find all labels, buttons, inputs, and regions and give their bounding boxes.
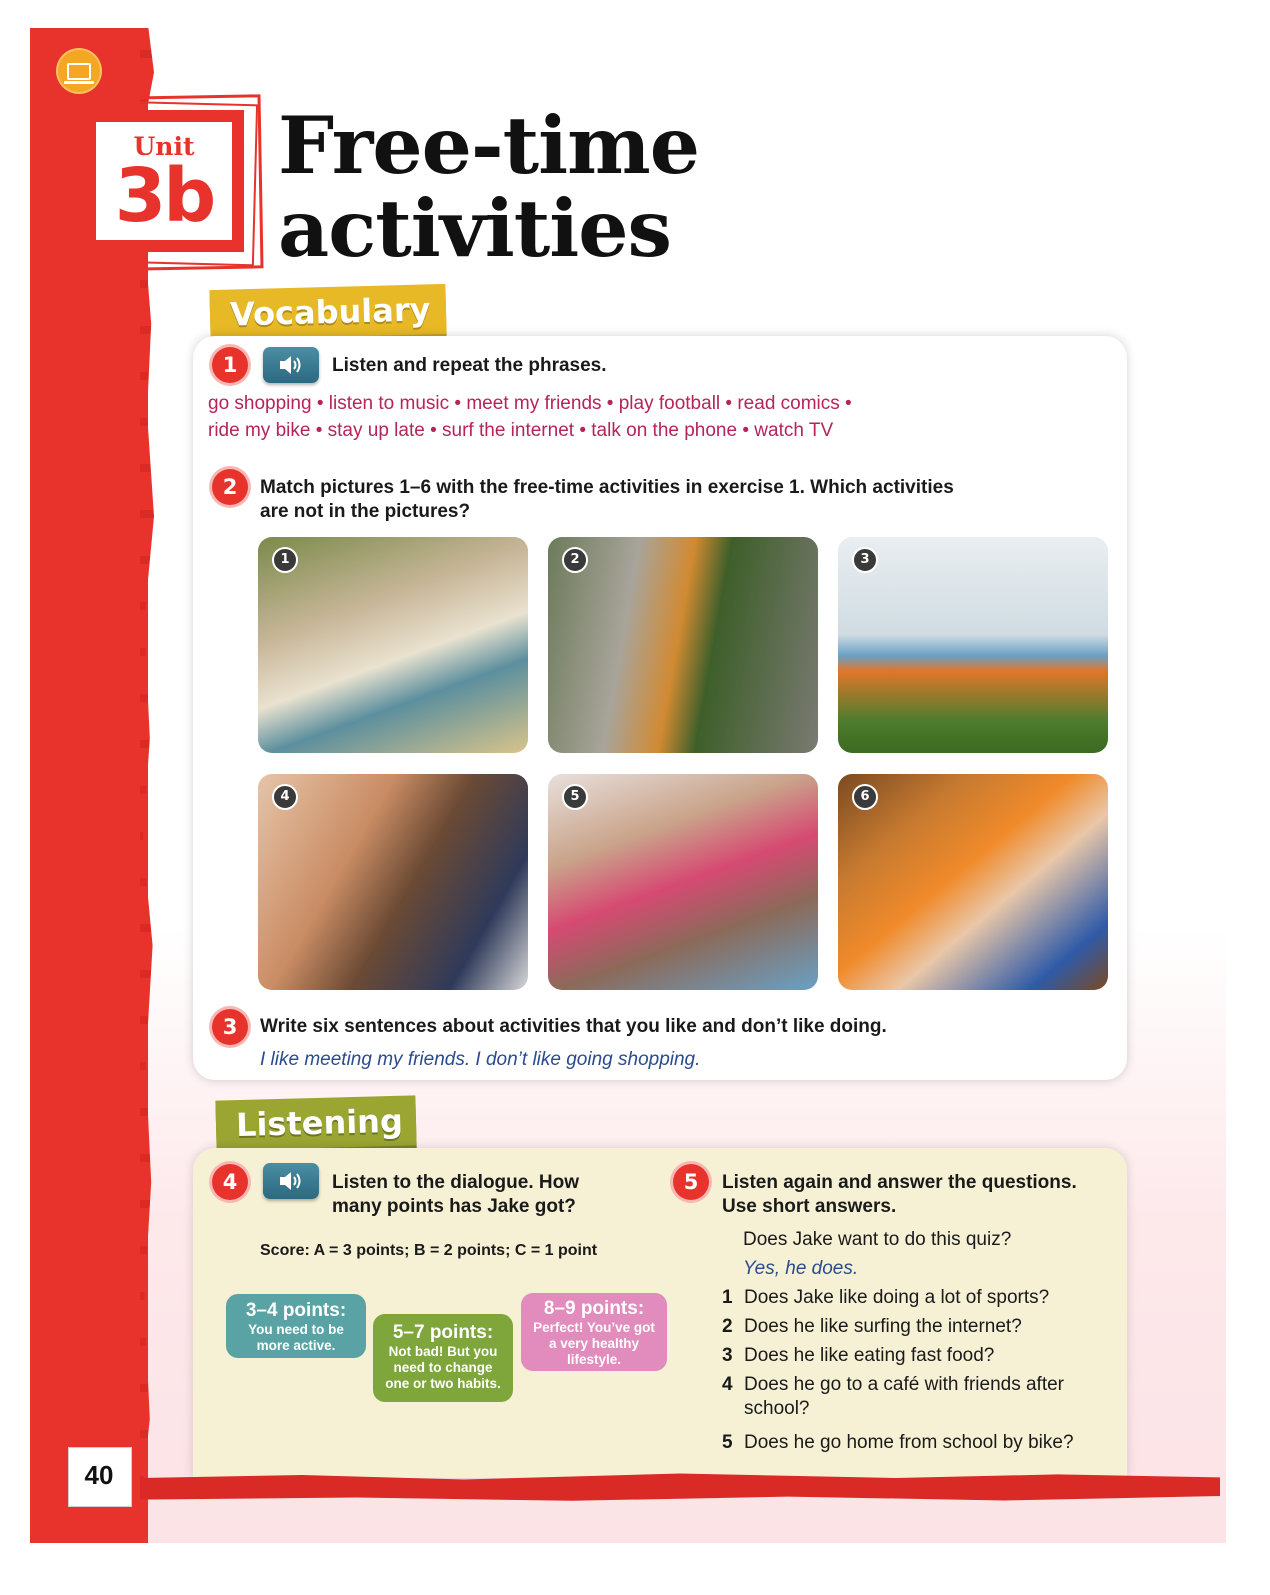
exercise-2-instruction — [260, 476, 954, 524]
exercise-number-4: 4 — [212, 1164, 248, 1200]
example-answer: Yes, he does. — [743, 1258, 859, 1279]
instruction-line: Match pictures 1–6 with the free-time activities in exercise 1. Which activities — [260, 477, 954, 498]
exercise-number-1: 1 — [212, 347, 248, 383]
result-text: You need to be more active. — [248, 1322, 344, 1353]
vocabulary-heading: Vocabulary — [209, 284, 446, 340]
result-bubble-8-9 — [521, 1293, 667, 1371]
picture-4-surfing-internet — [258, 774, 528, 990]
picture-1-talking-on-phone — [258, 537, 528, 753]
exercise-5-instruction — [722, 1171, 1077, 1219]
phrase: watch TV — [754, 420, 834, 441]
phrase: talk on the phone — [591, 420, 738, 441]
result-heading: 5–7 points: — [392, 1322, 494, 1343]
exercise-3-example: I like meeting my friends. I don’t like going shopping. — [260, 1049, 701, 1070]
audio-play-button-1[interactable] — [263, 347, 319, 383]
instruction-line: many points has Jake got? — [332, 1196, 576, 1217]
exercise-number-2: 2 — [212, 469, 248, 505]
picture-5-going-shopping — [548, 774, 818, 990]
question-item: 5 Does he go home from school by bike? — [722, 1432, 1074, 1453]
result-heading: 8–9 points: — [543, 1298, 645, 1319]
instruction-line: Listen to the dialogue. How — [332, 1172, 579, 1193]
score-key: Score: A = 3 points; B = 2 points; C = 1 point — [260, 1242, 598, 1259]
speaker-icon — [278, 1170, 304, 1192]
exercise-number-3: 3 — [212, 1009, 248, 1045]
question-item: 4 Does he go to a café with friends after school? — [722, 1374, 1065, 1419]
audio-play-button-4[interactable] — [263, 1163, 319, 1199]
result-bubble-5-7 — [373, 1314, 513, 1402]
result-text: Not bad! But you need to change one or two habits. — [385, 1344, 501, 1391]
picture-number: 2 — [562, 547, 588, 573]
picture-number: 4 — [272, 784, 298, 810]
picture-number: 3 — [852, 547, 878, 573]
example-question: Does Jake want to do this quiz? — [743, 1229, 1012, 1250]
picture-2-riding-bike — [548, 537, 818, 753]
listening-heading: Listening — [215, 1095, 416, 1150]
question-item: 1 Does Jake like doing a lot of sports? — [722, 1287, 1050, 1308]
page-title — [278, 99, 699, 275]
exercise-4-instruction — [332, 1171, 579, 1219]
page-number: 40 — [84, 1460, 114, 1490]
instruction-line: are not in the pictures? — [260, 501, 471, 522]
picture-number: 1 — [272, 547, 298, 573]
picture-6-meeting-friends — [838, 774, 1108, 990]
question-item: 3 Does he like eating fast food? — [722, 1345, 995, 1366]
exercise-number-5: 5 — [673, 1164, 709, 1200]
phrase: ride my bike — [208, 420, 311, 441]
phrase: meet my friends — [466, 393, 602, 414]
question-item: 2 Does he like surfing the internet? — [722, 1316, 1022, 1337]
phrase: read comics — [737, 393, 840, 414]
instruction-line: Use short answers. — [722, 1196, 897, 1217]
unit-number: 3b — [114, 153, 214, 239]
phrase: surf the internet — [442, 420, 575, 441]
instruction-line: Listen again and answer the questions. — [722, 1172, 1077, 1193]
computer-icon[interactable] — [58, 50, 100, 92]
phrase: listen to music — [328, 393, 450, 414]
picture-number: 5 — [562, 784, 588, 810]
title-line-2: activities — [278, 182, 671, 275]
picture-3-playing-football — [838, 537, 1108, 753]
exercise-1-instruction: Listen and repeat the phrases. — [332, 355, 607, 376]
phrase: stay up late — [327, 420, 425, 441]
phrase: play football — [618, 393, 721, 414]
bottom-red-band — [140, 1472, 1220, 1502]
result-text: Perfect! You’ve got a very healthy lifestyle. — [533, 1320, 655, 1367]
title-line-1: Free-time — [278, 99, 699, 192]
picture-number: 6 — [852, 784, 878, 810]
phrase-list: go shopping • listen to music • meet my friends • play football • read comics • ride my bike • stay up late • surf the internet • talk on the phone • watch TV — [208, 393, 852, 441]
speaker-icon — [278, 354, 304, 376]
result-heading: 3–4 points: — [245, 1300, 347, 1321]
unit-label: Unit — [133, 132, 195, 161]
unit-badge — [70, 96, 260, 268]
phrase: go shopping — [208, 393, 312, 414]
exercise-3-instruction: Write six sentences about activities that you like and don’t like doing. — [260, 1016, 887, 1037]
result-bubble-3-4 — [226, 1294, 366, 1358]
